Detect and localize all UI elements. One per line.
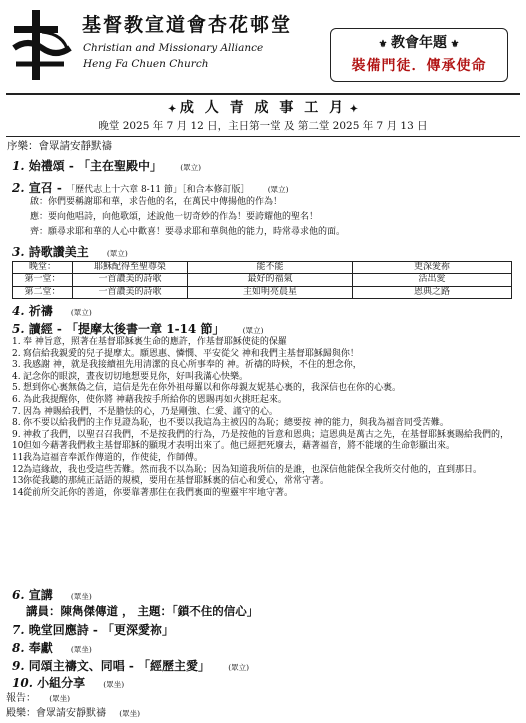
table-cell: 恩典之路 bbox=[353, 286, 512, 298]
church-name-chinese: 基督教宣道會杏花邨堂 bbox=[82, 14, 293, 36]
service-title bbox=[0, 100, 526, 118]
call-line-together: 齊：願尋求耶和華的人心中歡喜！要尋求耶和華與他的能力，時常尋求他的面。 bbox=[30, 227, 346, 237]
scripture-verse bbox=[12, 383, 510, 395]
order-item-7 bbox=[12, 623, 174, 638]
church-name-english: Christian and Missionary Alliance bbox=[83, 42, 264, 54]
posture-note: (眾坐) bbox=[49, 694, 71, 703]
posture-note: (眾坐) bbox=[119, 709, 141, 718]
scripture-verse bbox=[12, 337, 510, 349]
verse-number: 11. bbox=[12, 452, 27, 463]
verse-number: 6. bbox=[12, 394, 21, 405]
verse-number: 12. bbox=[12, 464, 27, 475]
posture-note: (眾坐) bbox=[70, 592, 92, 601]
verse-text: 為這緣故，我也受這些苦難。然而我不以為恥；因為知道我所信的是誰，也深信他能保全我所交付他的，直到那日。 bbox=[23, 464, 483, 475]
hymn-table bbox=[12, 261, 512, 299]
item-number: 3. bbox=[12, 245, 25, 259]
verse-text: 為此我提醒你，使你將 神藉我按手所給你的恩賜再如火挑旺起來。 bbox=[23, 394, 287, 405]
order-item-10 bbox=[12, 676, 124, 691]
order-item-3 bbox=[12, 245, 128, 260]
item-number: 6. bbox=[12, 588, 25, 602]
order-item-5 bbox=[12, 322, 264, 337]
service-date: 晚堂 2025 年 7 月 12 日，主日第一堂 及 第二堂 2025 年 7 月 13 日 bbox=[98, 120, 428, 132]
sermon-speaker-theme: 講員：陳雋傑傳道 ， 主題：「鎖不住的信心」 bbox=[26, 604, 259, 618]
scripture-verse bbox=[12, 465, 510, 477]
date-divider bbox=[6, 136, 520, 137]
verse-text: 我為這福音奉派作傳道的，作使徒，作師傅。 bbox=[23, 452, 204, 463]
verse-number: 4. bbox=[12, 371, 21, 382]
verse-number: 10. bbox=[12, 441, 27, 452]
verse-number: 1. bbox=[12, 337, 21, 347]
item-title: 始禮頌 - 「主在聖殿中」 bbox=[28, 159, 163, 173]
year-theme-motto: 裝備門徒．傳承使命 bbox=[351, 57, 487, 74]
table-cell: 一首讚美的詩歌 bbox=[73, 274, 188, 286]
verse-number: 14. bbox=[12, 487, 27, 498]
church-branch-english: Heng Fa Chuen Church bbox=[83, 58, 209, 70]
scripture-verse bbox=[12, 349, 510, 361]
item-number: 10. bbox=[12, 676, 33, 690]
verse-text: 奉 神旨意，照著在基督耶穌裏生命的應許，作基督耶穌使徒的保羅 bbox=[23, 337, 287, 347]
posture-note: (眾立) bbox=[228, 663, 250, 672]
item-title: 宣講 bbox=[28, 588, 53, 602]
table-cell: 晚堂： bbox=[13, 262, 73, 274]
postlude-label: 殿樂：會眾請安靜默禱 bbox=[6, 708, 106, 719]
scripture-verse bbox=[12, 441, 510, 453]
order-item-6 bbox=[12, 588, 92, 603]
order-item-8 bbox=[12, 641, 92, 656]
scripture-passage bbox=[12, 337, 510, 499]
posture-note: (眾立) bbox=[242, 326, 264, 335]
posture-note: (眾立) bbox=[267, 185, 289, 194]
item-title: 同頌主禱文、同唱 - 「經歷主愛」 bbox=[28, 659, 211, 673]
year-theme-label: 教會年題 bbox=[391, 35, 447, 51]
table-row bbox=[13, 262, 512, 274]
item-number: 8. bbox=[12, 641, 25, 655]
verse-number: 5. bbox=[12, 383, 21, 394]
scripture-verse bbox=[12, 395, 510, 407]
header-divider bbox=[6, 93, 520, 95]
item-title: 晚堂回應詩 - 「更深愛祢」 bbox=[28, 623, 175, 637]
item-title: 讀經 - 「提摩太後書一章 1-14 節」 bbox=[28, 322, 225, 336]
prelude: 序樂：會眾請安靜默禱 bbox=[7, 140, 112, 152]
item-number: 1. bbox=[12, 159, 25, 173]
posture-note: (眾立) bbox=[180, 163, 202, 172]
item-number: 2. bbox=[12, 181, 25, 195]
verse-text: 因為 神賜給我們，不是膽怯的心，乃是剛強、仁愛、謹守的心。 bbox=[23, 406, 278, 417]
item-title: 祈禱 bbox=[28, 304, 53, 318]
verse-text: 寫信給我親愛的兒子提摩太。願恩惠、憐憫、平安從父 神和我們主基督耶穌歸與你！ bbox=[23, 348, 359, 359]
scripture-verse bbox=[12, 360, 510, 372]
table-cell: 最好的福氣 bbox=[188, 274, 353, 286]
service-title-text: 成 人 青 成 事 工 月 bbox=[179, 100, 347, 116]
church-logo bbox=[6, 8, 80, 82]
report-line bbox=[6, 693, 70, 706]
item-title: 小組分享 bbox=[37, 676, 86, 690]
call-line-leader: 啟：你們要稱謝耶和華，求告他的名，在萬民中傳揚他的作為！ bbox=[30, 197, 283, 207]
order-item-1 bbox=[12, 159, 201, 174]
scripture-verse bbox=[12, 430, 510, 442]
scripture-verse bbox=[12, 488, 510, 500]
table-cell: 更深愛祢 bbox=[353, 262, 512, 274]
table-cell: 耶穌配得至聖尊榮 bbox=[73, 262, 188, 274]
ornament-icon: ⚜ bbox=[378, 39, 391, 50]
table-cell: 第一堂： bbox=[13, 274, 73, 286]
verse-number: 3. bbox=[12, 360, 21, 371]
verse-text: 從前所交託你的善道，你要靠著那住在我們裏面的聖靈牢牢地守著。 bbox=[23, 487, 294, 498]
item-number: 7. bbox=[12, 623, 25, 637]
item-number: 5. bbox=[12, 322, 25, 336]
postlude-line bbox=[6, 708, 140, 721]
year-theme-heading bbox=[331, 35, 507, 53]
report-label: 報告： bbox=[6, 693, 36, 704]
item-title: 宣召 - bbox=[28, 181, 62, 195]
table-row bbox=[13, 274, 512, 286]
verse-text: 記念你的眼淚，晝夜切切地想要見你，好叫我滿心快樂。 bbox=[23, 371, 249, 382]
order-item-4 bbox=[12, 304, 92, 319]
verse-text: 神救了我們，以聖召召我們，不是按我們的行為，乃是按他的旨意和恩典；這恩典是萬古之先，在基督耶穌裏賜給我們的， bbox=[23, 429, 510, 440]
ornament-icon: ✦ bbox=[168, 104, 180, 115]
scripture-reference: 「歷代志上十六章 8-11 節」［和合本修訂版］ bbox=[66, 185, 250, 195]
ornament-icon: ⚜ bbox=[447, 39, 460, 50]
verse-text: 但如今藉著我們救主基督耶穌的顯現才表明出來了。他已經把死廢去，藉著福音，將不能壞的生命彰顯出來。 bbox=[23, 441, 456, 452]
verse-text: 我感謝 神，就是我接續祖先用清潔的良心所事奉的 神。祈禱的時候，不住的想念你， bbox=[23, 360, 362, 371]
verse-text: 你不要以給我們的主作見證為恥，也不要以我這為主被囚的為恥；總要按 神的能力，與我為福音同受苦難。 bbox=[23, 418, 449, 429]
posture-note: (眾立) bbox=[70, 308, 92, 317]
posture-note: (眾坐) bbox=[103, 680, 125, 689]
table-cell: 活出愛 bbox=[353, 274, 512, 286]
verse-text: 你從我聽的那純正話語的規模，要用在基督耶穌裏的信心和愛心，常常守著。 bbox=[23, 476, 330, 487]
verse-number: 2. bbox=[12, 348, 21, 359]
verse-number: 7. bbox=[12, 406, 21, 417]
scripture-verse bbox=[12, 407, 510, 419]
ornament-icon: ✦ bbox=[346, 104, 358, 115]
scripture-verse bbox=[12, 418, 510, 430]
posture-note: (眾坐) bbox=[70, 645, 92, 654]
item-title: 詩歌讚美主 bbox=[28, 245, 89, 259]
verse-number: 8. bbox=[12, 418, 21, 429]
scripture-verse bbox=[12, 453, 510, 465]
scripture-verse bbox=[12, 476, 510, 488]
verse-text: 想到你心裏無偽之信，這信是先在你外祖母羅以和你母親友妮基心裏的，我深信也在你的心裏。 bbox=[23, 383, 402, 394]
verse-number: 13. bbox=[12, 476, 27, 487]
order-item-2 bbox=[12, 181, 289, 196]
year-theme-box bbox=[330, 28, 508, 82]
scripture-verse bbox=[12, 372, 510, 384]
table-cell: 主如明亮晨星 bbox=[188, 286, 353, 298]
item-number: 4. bbox=[12, 304, 25, 318]
table-cell: 第二堂： bbox=[13, 286, 73, 298]
table-cell: 一首讚美的詩歌 bbox=[73, 286, 188, 298]
table-row bbox=[13, 286, 512, 298]
call-line-response: 應：要向他唱詩，向他歌頌，述說他一切奇妙的作為！要誇耀他的聖名！ bbox=[30, 212, 319, 222]
posture-note: (眾立) bbox=[106, 249, 128, 258]
verse-number: 9. bbox=[12, 429, 21, 440]
order-item-9 bbox=[12, 659, 249, 674]
item-number: 9. bbox=[12, 659, 25, 673]
table-cell: 能不能 bbox=[188, 262, 353, 274]
item-title: 奉獻 bbox=[28, 641, 53, 655]
